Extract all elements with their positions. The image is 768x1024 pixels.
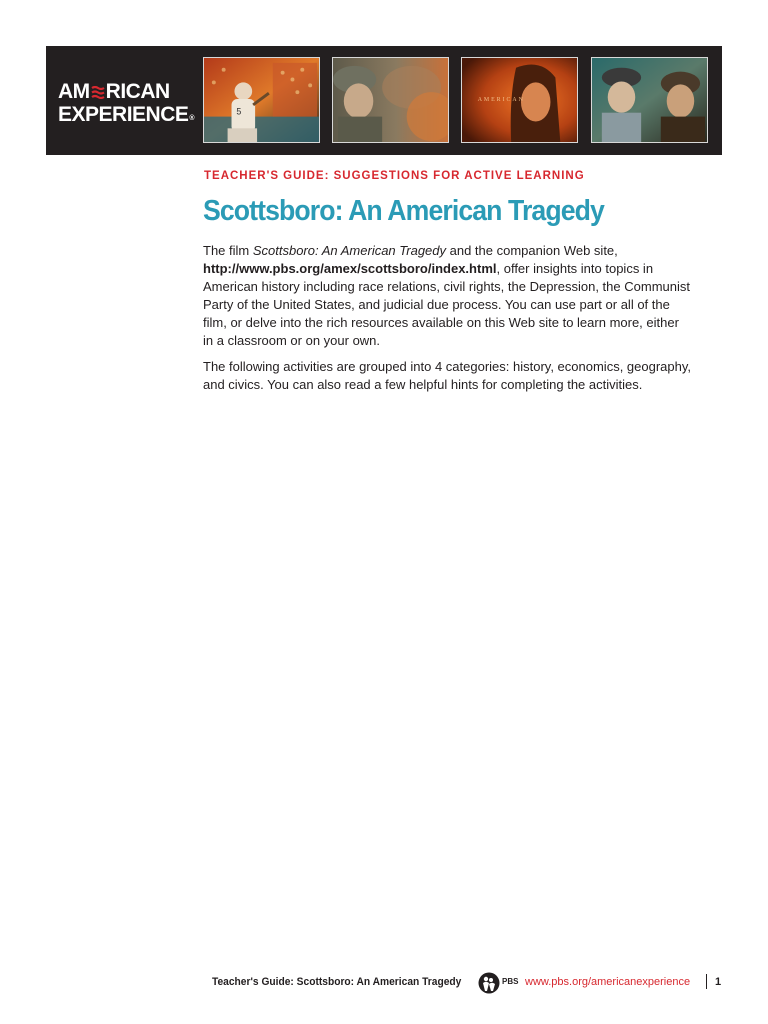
intro-line-1-end: and the companion Web site, [446,243,618,258]
thumbnail-native-woman [461,57,578,143]
intro-line-1-start: The film [203,243,253,258]
page-title: Scottsboro: An American Tragedy [203,195,604,227]
pbs-label: PBS [502,977,519,986]
intro-line-2-end: , offer insights into topics in [496,261,654,276]
american-experience-link[interactable]: www.pbs.org/americanexperience [525,976,691,988]
logo-text-rican: RICAN [105,80,170,103]
logo-flag-stripes-icon [91,86,105,99]
page-footer [212,972,723,994]
film-title-italic: Scottsboro: An American Tragedy [252,243,447,258]
categories-line-2: and civics. You can also read a few helpful hints for completing the activities. [203,377,643,392]
thumbnail-baseball-player [203,57,320,143]
intro-line-4: Party of the United States, and judicial due process. You can use part or all of the [203,297,670,312]
american-experience-logo [58,80,198,130]
thumbnail-caption: AMERICAN [477,96,525,103]
pbs-logo-icon[interactable] [478,972,500,994]
guide-kicker: TEACHER'S GUIDE: SUGGESTIONS FOR ACTIVE LEARNING [204,170,585,182]
logo-line-2 [58,103,198,130]
footer-title: Teacher's Guide: Scottsboro: An American Tragedy [212,976,462,988]
logo-text-experience: EXPERIENCE [58,103,189,126]
categories-paragraph [203,358,723,394]
intro-line-3: American history including race relations, civil rights, the Depression, the Communist [203,279,690,294]
scottsboro-site-link[interactable]: http://www.pbs.org/amex/scottsboro/index.html [203,261,497,276]
logo-line-1 [58,80,198,103]
footer-divider [706,974,707,989]
thumbnail-aviator [591,57,708,143]
page-number: 1 [715,976,722,988]
jersey-number: 5 [236,106,242,117]
intro-line-6: in a classroom or on your own. [203,333,381,348]
intro-line-5: film, or delve into the rich resources available on this Web site to learn more, either [203,315,679,330]
intro-line-2 [203,260,723,278]
thumbnail-soldier [332,57,449,143]
categories-line-1: The following activities are grouped into 4 categories: history, economics, geography, [203,359,692,374]
logo-text-am: AM [58,80,90,103]
logo-registered-mark: ® [189,115,195,122]
intro-line-1 [203,242,723,260]
header-banner [46,46,722,155]
intro-paragraph [203,242,723,350]
